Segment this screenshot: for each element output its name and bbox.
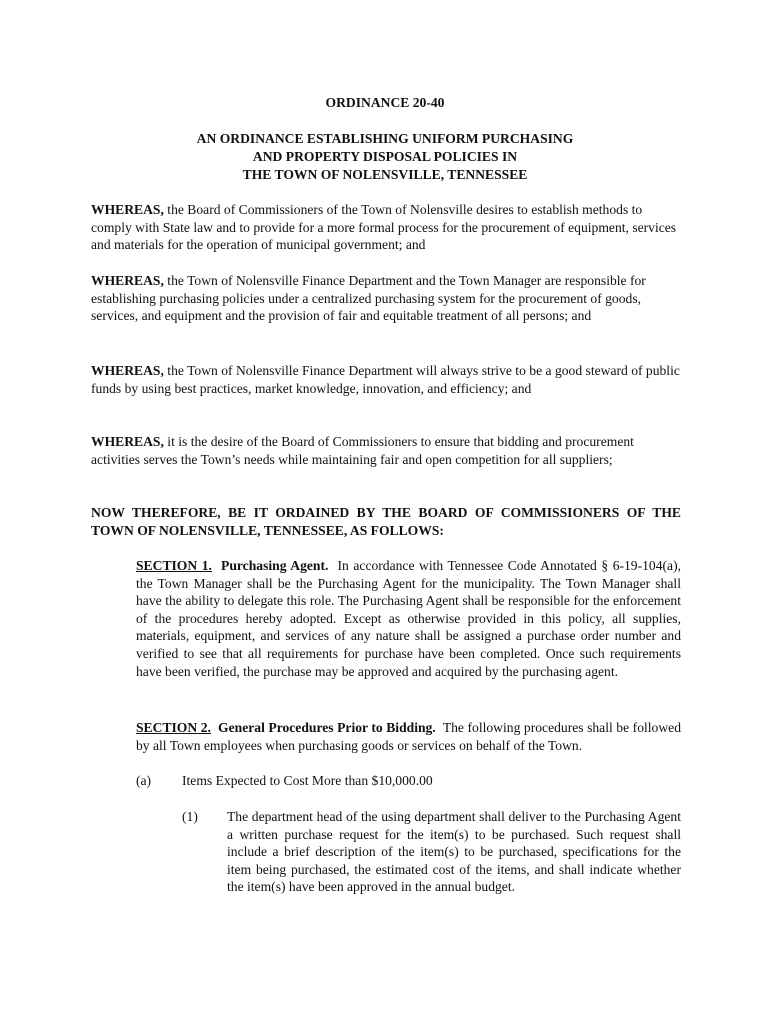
whereas-text: it is the desire of the Board of Commissioners to ensure that bidding and procurement activities serves the Town’s needs while maintaining fair and open competition for all suppliers; bbox=[91, 434, 634, 467]
section-1-number: SECTION 1. bbox=[136, 558, 212, 573]
section-1-title: Purchasing Agent. bbox=[221, 558, 329, 573]
whereas-lead: WHEREAS, bbox=[91, 273, 164, 288]
section-1-text: In accordance with Tennessee Code Annotated § 6-19-104(a), the Town Manager shall be the Purchasing Agent for the municipality. The Town Manager shall have the ability to delegate this role. The Purchasing Agent shall be responsible for the enforcement of the procedures hereby adopted. Except as otherwise provided in this policy, all supplies, materials, equipment, and services of any nature shall be assigned a purchase order number and verified to see that all requirements for purchase have been completed. Once such requirements have been verified, the purchase may be approved and acquired by the purchasing agent. bbox=[136, 558, 682, 679]
whereas-lead: WHEREAS, bbox=[91, 202, 164, 217]
whereas-text: the Town of Nolensville Finance Department will always strive to be a good steward of public funds by using best practices, market knowledge, innovation, and efficiency; and bbox=[91, 363, 680, 396]
heading-line-2: AND PROPERTY DISPOSAL POLICIES IN bbox=[252, 149, 518, 164]
section-2-title: General Procedures Prior to Bidding. bbox=[218, 720, 436, 735]
whereas-text: the Town of Nolensville Finance Department and the Town Manager are responsible for establishing purchasing policies under a centralized purchasing system for the procurement of goods, services, and equipment and the provision of fair and equitable treatment of all persons; and bbox=[91, 273, 646, 324]
whereas-lead: WHEREAS, bbox=[91, 363, 164, 378]
section-1 bbox=[136, 557, 681, 680]
section-2 bbox=[136, 719, 681, 754]
whereas-paragraph-2 bbox=[91, 272, 681, 325]
whereas-paragraph-1 bbox=[91, 201, 681, 254]
heading-line-3: THE TOWN OF NOLENSVILLE, TENNESSEE bbox=[242, 167, 528, 182]
now-therefore-clause: NOW THEREFORE, BE IT ORDAINED BY THE BOARD OF COMMISSIONERS OF THE TOWN OF NOLENSVILLE, TENNESSEE, AS FOLLOWS: bbox=[91, 505, 681, 538]
whereas-paragraph-4 bbox=[91, 433, 681, 468]
whereas-paragraph-3 bbox=[91, 362, 681, 397]
section-2-text: The following procedures shall be followed by all Town employees when purchasing goods or services on behalf of the Town. bbox=[136, 720, 682, 753]
heading-line-1: AN ORDINANCE ESTABLISHING UNIFORM PURCHASING bbox=[196, 131, 574, 146]
whereas-lead: WHEREAS, bbox=[91, 434, 164, 449]
whereas-text: the Board of Commissioners of the Town of Nolensville desires to establish methods to comply with State law and to provide for a more formal process for the procurement of equipment, services and materials for the operation of municipal government; and bbox=[91, 202, 677, 253]
section-2-number: SECTION 2. bbox=[136, 720, 211, 735]
item-a-label: (a) bbox=[136, 773, 152, 788]
item-a-text: Items Expected to Cost More than $10,000.00 bbox=[182, 773, 433, 788]
item-1-text: The department head of the using department shall deliver to the Purchasing Agent a written purchase request for the item(s) to be purchased. Such request shall include a brief description of the item(s) to be purchased, specifications for the item being purchased, the estimated cost of the items, and shall indicate whether the item(s) have been approved in the annual budget. bbox=[227, 809, 681, 895]
ordinance-number: ORDINANCE 20-40 bbox=[325, 95, 445, 110]
item-1-label: (1) bbox=[182, 809, 198, 824]
